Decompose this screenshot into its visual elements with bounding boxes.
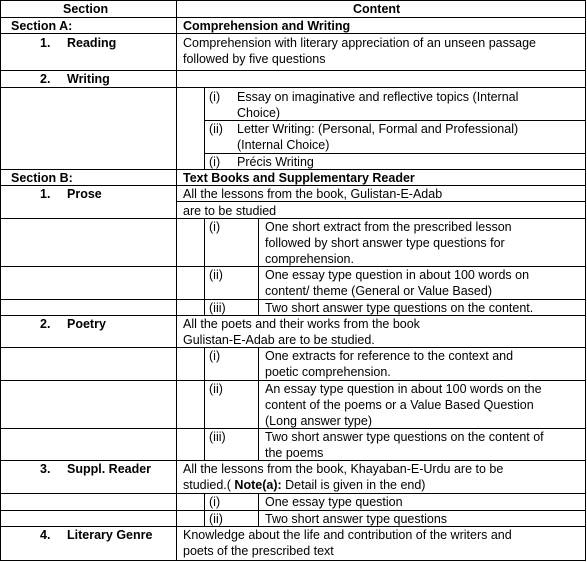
row-rule bbox=[0, 169, 586, 170]
poetry-item-line: poetic comprehension. bbox=[265, 365, 391, 379]
prose-number: 1. bbox=[40, 187, 51, 201]
header-content: Content bbox=[353, 2, 401, 16]
poetry-item-line: One extracts for reference to the context and bbox=[265, 349, 514, 363]
suppl-item-num: (i) bbox=[209, 495, 221, 509]
writing-label: Writing bbox=[67, 72, 110, 86]
writing-item-line: Letter Writing: (Personal, Formal and Professional) bbox=[237, 122, 519, 136]
prose-intro-line: All the lessons from the book, Gulistan-E-Adab bbox=[183, 187, 443, 201]
writing-item-line: Précis Writing bbox=[237, 155, 314, 169]
row-rule bbox=[0, 460, 586, 461]
table-border-top bbox=[0, 0, 586, 1]
writing-item-line: Choice) bbox=[237, 106, 281, 120]
sub-column-divider bbox=[258, 218, 259, 315]
poetry-item-line: content of the poems or a Value Based Question bbox=[265, 398, 534, 412]
section-b-title: Text Books and Supplementary Reader bbox=[183, 171, 415, 185]
sub-column-divider bbox=[204, 493, 205, 526]
row-rule bbox=[0, 526, 586, 527]
sub-column-divider bbox=[204, 87, 205, 169]
poetry-intro-line: Gulistan-E-Adab are to be studied. bbox=[183, 333, 375, 347]
suppl-intro-part-a: studied.( bbox=[183, 478, 235, 492]
poetry-item-num: (iii) bbox=[209, 430, 226, 444]
genre-text-line: Knowledge about the life and contribution of the writers and bbox=[183, 528, 512, 542]
section-b-label: Section B: bbox=[11, 171, 73, 185]
suppl-item-line: One essay type question bbox=[265, 495, 403, 509]
poetry-item-line: An essay type question in about 100 words on the bbox=[265, 382, 542, 396]
poetry-item-line: Two short answer type questions on the content of bbox=[265, 430, 544, 444]
genre-number: 4. bbox=[40, 528, 51, 542]
row-rule bbox=[0, 493, 586, 494]
row-rule bbox=[0, 33, 586, 34]
row-rule bbox=[0, 185, 586, 186]
row-rule bbox=[0, 70, 586, 71]
sub-row-rule bbox=[204, 153, 586, 154]
poetry-label: Poetry bbox=[67, 317, 106, 331]
prose-item-line: content/ theme (General or Value Based) bbox=[265, 284, 492, 298]
prose-item-line: Two short answer type questions on the content. bbox=[265, 301, 534, 315]
row-rule bbox=[0, 299, 586, 300]
sub-column-divider bbox=[204, 218, 205, 315]
table-border-right bbox=[585, 0, 586, 561]
row-rule bbox=[0, 510, 586, 511]
header-section: Section bbox=[63, 2, 109, 16]
poetry-intro-line: All the poets and their works from the book bbox=[183, 317, 420, 331]
row-rule bbox=[0, 315, 586, 316]
writing-item-line: (Internal Choice) bbox=[237, 138, 330, 152]
prose-label: Prose bbox=[67, 187, 102, 201]
suppl-label: Suppl. Reader bbox=[67, 462, 152, 476]
row-rule bbox=[0, 266, 586, 267]
genre-label: Literary Genre bbox=[67, 528, 153, 542]
prose-item-line: One short extract from the prescribed lesson bbox=[265, 220, 512, 234]
sub-column-divider bbox=[258, 493, 259, 526]
section-a-label: Section A: bbox=[11, 19, 73, 33]
poetry-item-num: (i) bbox=[209, 349, 221, 363]
sub-column-divider bbox=[258, 347, 259, 460]
genre-text-line: poets of the prescribed text bbox=[183, 544, 334, 558]
prose-item-num: (i) bbox=[209, 220, 221, 234]
poetry-item-num: (ii) bbox=[209, 382, 223, 396]
prose-item-line: One essay type question in about 100 words on bbox=[265, 268, 530, 282]
suppl-note-label: Note(a): bbox=[234, 478, 282, 492]
prose-intro-line: are to be studied bbox=[183, 204, 277, 218]
prose-item-num: (ii) bbox=[209, 268, 223, 282]
column-divider bbox=[176, 0, 177, 561]
table-border-left bbox=[0, 0, 1, 561]
prose-item-line: followed by short answer type questions for bbox=[265, 236, 505, 250]
writing-number: 2. bbox=[40, 72, 51, 86]
suppl-number: 3. bbox=[40, 462, 51, 476]
writing-item-line: Essay on imaginative and reflective topics (Internal bbox=[237, 90, 519, 104]
suppl-intro-line-1: All the lessons from the book, Khayaban-E-Urdu are to be bbox=[183, 462, 504, 476]
table-border-bottom bbox=[0, 560, 586, 561]
section-a-title: Comprehension and Writing bbox=[183, 19, 351, 33]
writing-item-num: (ii) bbox=[209, 122, 223, 136]
reading-text-line-2: followed by five questions bbox=[183, 52, 326, 66]
prose-item-line: comprehension. bbox=[265, 252, 354, 266]
row-rule bbox=[0, 347, 586, 348]
suppl-item-num: (ii) bbox=[209, 512, 223, 526]
reading-number: 1. bbox=[40, 36, 51, 50]
poetry-item-line: (Long answer type) bbox=[265, 414, 373, 428]
sub-row-rule bbox=[204, 120, 586, 121]
prose-item-num: (iii) bbox=[209, 301, 226, 315]
row-rule bbox=[0, 17, 586, 18]
sub-row-rule bbox=[176, 201, 586, 202]
suppl-intro-part-b: Detail is given in the end) bbox=[281, 478, 426, 492]
row-rule bbox=[0, 87, 586, 88]
row-rule bbox=[0, 218, 586, 219]
sub-column-divider bbox=[204, 347, 205, 460]
writing-item-num: (i) bbox=[209, 155, 221, 169]
reading-label: Reading bbox=[67, 36, 117, 50]
suppl-intro-line-2 bbox=[183, 477, 425, 493]
reading-text-line-1: Comprehension with literary appreciation of an unseen passage bbox=[183, 36, 536, 50]
poetry-number: 2. bbox=[40, 317, 51, 331]
row-rule bbox=[0, 428, 586, 429]
row-rule bbox=[0, 380, 586, 381]
poetry-item-line: the poems bbox=[265, 446, 324, 460]
suppl-item-line: Two short answer type questions bbox=[265, 512, 448, 526]
writing-item-num: (i) bbox=[209, 90, 221, 104]
